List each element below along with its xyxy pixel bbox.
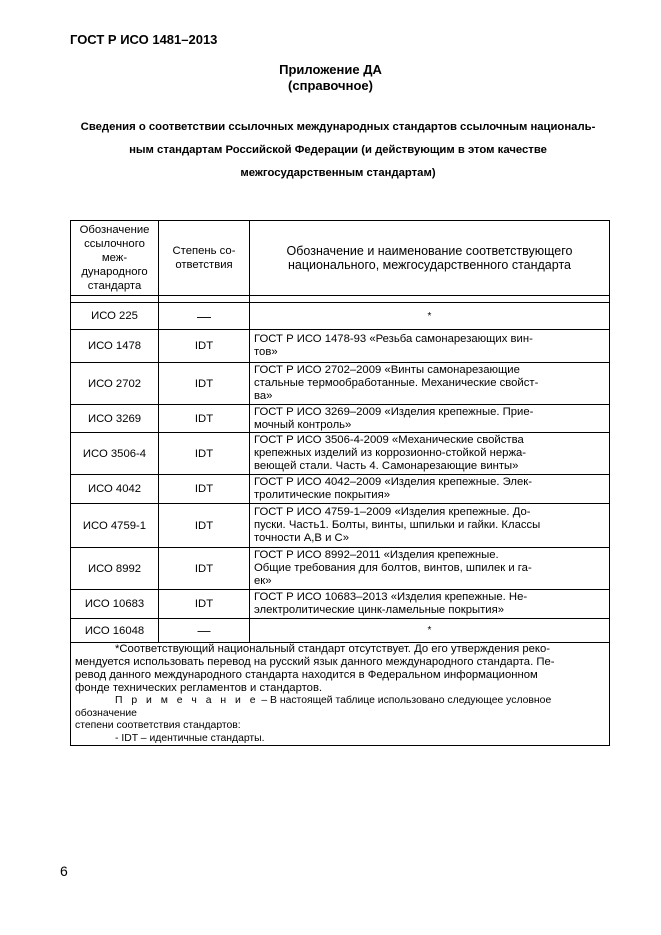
table-row [71, 548, 610, 590]
degree: IDT [159, 504, 250, 548]
degree: IDT [159, 548, 250, 590]
table-spacer-row [71, 296, 610, 303]
name-line: ГОСТ Р ИСО 2702–2009 «Винты самонарезающие [254, 364, 520, 376]
reference-code: ИСО 3269 [71, 405, 159, 433]
name-line: пуски. Часть1. Болты, винты, шпильки и гайки. Классы [254, 519, 541, 531]
degree: — [159, 303, 250, 330]
table-row [71, 330, 610, 363]
degree: — [159, 619, 250, 643]
header-line: Обозначение и наименование соответствующего [286, 244, 573, 258]
header-national-standard [250, 221, 610, 296]
national-standard [250, 475, 610, 504]
header-line: дународного [81, 266, 148, 278]
page-number: 6 [60, 863, 68, 879]
name-line: ГОСТ Р ИСО 3269–2009 «Изделия крепежные. Прие- [254, 405, 534, 418]
name-line: крепежных изделий из коррозионно-стойкой нержа- [254, 447, 527, 459]
header-line: Степень со- [172, 245, 236, 257]
note [75, 695, 605, 720]
name-line: ГОСТ Р ИСО 4042–2009 «Изделия крепежные. Элек- [254, 476, 532, 488]
reference-code: ИСО 2702 [71, 363, 159, 405]
national-standard: * [250, 303, 610, 330]
degree: IDT [159, 475, 250, 504]
footnote-line: фонде технических регламентов и стандартов. [75, 682, 323, 694]
table-row [71, 590, 610, 619]
reference-code: ИСО 8992 [71, 548, 159, 590]
heading-line: ным стандартам Российской Федерации (и действующим в этом качестве [129, 144, 547, 156]
heading-line: межгосударственным стандартам) [240, 167, 436, 179]
degree: IDT [159, 330, 250, 363]
reference-code: ИСО 10683 [71, 590, 159, 619]
table-notes [71, 643, 610, 746]
table-header-row [71, 221, 610, 296]
table-row [71, 303, 610, 330]
header-line: ответствия [175, 259, 233, 271]
header-line: национального, межгосударственного стандарта [288, 258, 571, 272]
name-line: ГОСТ Р ИСО 10683–2013 «Изделия крепежные. Не- [254, 591, 528, 603]
footnote-line: *Соответствующий национальный стандарт отсутствует. До его утверждения реко- [115, 643, 551, 655]
table-row [71, 433, 610, 475]
national-standard: * [250, 619, 610, 643]
footnote-line: мендуется использовать перевод на русский язык данного международного стандарта. Пе- [75, 656, 555, 668]
name-line: ек» [254, 575, 272, 587]
note-text-continued: степени соответствия стандартов: [75, 720, 241, 731]
heading-line: Сведения о соответствии ссылочных международных стандартов ссылочным националь- [80, 121, 596, 133]
reference-code: ИСО 3506-4 [71, 433, 159, 475]
reference-code: ИСО 4759-1 [71, 504, 159, 548]
appendix-title: Приложение ДА [279, 62, 382, 77]
national-standard [250, 330, 610, 363]
header-degree [159, 221, 250, 296]
name-line: веющей стали. Часть 4. Самонарезающие винты» [254, 460, 519, 472]
table-row [71, 504, 610, 548]
name-line: тролитические покрытия» [254, 489, 390, 501]
table-row [71, 619, 610, 643]
national-standard [250, 504, 610, 548]
name-line: стальные термообработанные. Механические свойст- [254, 377, 539, 389]
reference-code: ИСО 16048 [71, 619, 159, 643]
header-line: Обозначение [79, 224, 150, 236]
correspondence-table [70, 220, 610, 746]
document-code: ГОСТ Р ИСО 1481–2013 [70, 32, 218, 47]
footnote-line: ревод данного международного стандарта находится в Федеральном информационном [75, 669, 538, 681]
name-line: ГОСТ Р ИСО 3506-4-2009 «Механические свойства [254, 434, 524, 446]
national-standard [250, 363, 610, 405]
header-reference-standard [71, 221, 159, 296]
degree: IDT [159, 433, 250, 475]
name-line: электролитические цинк-ламельные покрытия» [254, 604, 504, 616]
name-line: мочный контроль» [254, 418, 352, 431]
name-line: точности А,В и С» [254, 532, 349, 544]
table-row [71, 363, 610, 405]
note-item: - IDT – идентичные стандарты. [115, 732, 265, 744]
note-text: – В настоящей таблице использовано следующее условное обозначение [75, 695, 552, 719]
name-line: ГОСТ Р ИСО 8992–2011 «Изделия крепежные. [254, 549, 499, 561]
header-line: стандарта [87, 280, 142, 292]
appendix-subtitle: (справочное) [288, 78, 373, 93]
header-line: ссылочного меж- [84, 238, 145, 264]
degree: IDT [159, 405, 250, 433]
name-line: ГОСТ Р ИСО 4759-1–2009 «Изделия крепежные. До- [254, 506, 531, 518]
appendix-heading [60, 116, 616, 185]
name-line: ГОСТ Р ИСО 1478-93 «Резьба самонарезающих вин- [254, 333, 533, 345]
reference-code: ИСО 1478 [71, 330, 159, 363]
degree: IDT [159, 363, 250, 405]
table-notes-row [71, 643, 610, 746]
name-line: Общие требования для болтов, винтов, шпилек и га- [254, 562, 532, 574]
table-row [71, 405, 610, 433]
degree: IDT [159, 590, 250, 619]
table-row [71, 475, 610, 504]
national-standard [250, 405, 610, 433]
reference-code: ИСО 225 [71, 303, 159, 330]
national-standard [250, 590, 610, 619]
reference-code: ИСО 4042 [71, 475, 159, 504]
name-line: ва» [254, 390, 273, 402]
national-standard [250, 433, 610, 475]
note-label: П р и м е ч а н и е [115, 695, 259, 706]
national-standard [250, 548, 610, 590]
name-line: тов» [254, 346, 278, 358]
